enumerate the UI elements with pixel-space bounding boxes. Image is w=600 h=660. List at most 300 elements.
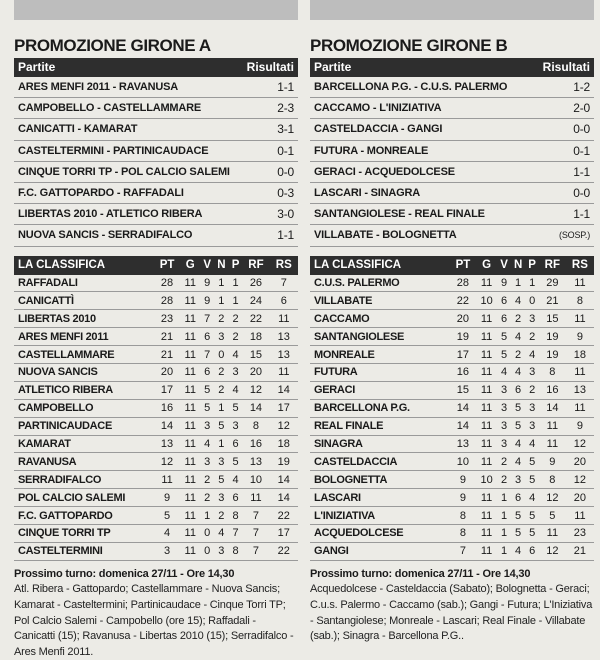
standings-pt: 15 — [450, 381, 476, 399]
standings-rs: 14 — [270, 381, 298, 399]
standings-row — [14, 471, 298, 489]
standings-team: NUOVA SANCIS — [14, 363, 154, 381]
standings-v: 1 — [497, 524, 510, 542]
standings-g: 11 — [180, 346, 200, 364]
standings-row — [310, 275, 594, 292]
standings-rs: 12 — [270, 417, 298, 435]
standings-v: 9 — [497, 275, 510, 292]
match-result: 1-1 — [277, 228, 294, 243]
standings-n: 2 — [214, 507, 229, 525]
standings-n: 4 — [511, 328, 526, 346]
standings-p: 2 — [525, 381, 538, 399]
group-a-standings-table — [14, 256, 298, 561]
standings-v: 0 — [200, 524, 214, 542]
standings-team: SANTANGIOLESE — [310, 328, 450, 346]
standings-n: 4 — [511, 453, 526, 471]
standings-n: 2 — [214, 310, 229, 328]
match-row — [310, 141, 594, 162]
standings-team: RAFFADALI — [14, 275, 154, 292]
standings-rf: 22 — [242, 310, 269, 328]
standings-team: FUTURA — [310, 363, 450, 381]
standings-row — [14, 275, 298, 292]
standings-rs: 8 — [566, 292, 594, 310]
standings-team: LASCARI — [310, 489, 450, 507]
standings-row — [14, 310, 298, 328]
standings-rf: 15 — [242, 346, 269, 364]
standings-rs: 22 — [270, 507, 298, 525]
match-result: 0-0 — [573, 186, 590, 201]
standings-team: CASTELTERMINI — [14, 542, 154, 560]
standings-rs: 12 — [566, 435, 594, 453]
standings-row — [310, 363, 594, 381]
standings-row — [310, 399, 594, 417]
standings-p: 5 — [525, 524, 538, 542]
standings-v: 3 — [200, 417, 214, 435]
standings-row — [310, 417, 594, 435]
standings-rf: 7 — [242, 507, 269, 525]
standings-team: BOLOGNETTA — [310, 471, 450, 489]
standings-v: 4 — [497, 363, 510, 381]
standings-row — [310, 489, 594, 507]
match-result: 0-1 — [277, 143, 294, 158]
standings-p: 1 — [229, 292, 243, 310]
standings-n: 2 — [511, 346, 526, 364]
standings-v: 7 — [200, 310, 214, 328]
standings-row — [310, 292, 594, 310]
standings-n: 2 — [511, 310, 526, 328]
standings-n: 4 — [511, 542, 526, 560]
standings-header-v: V — [497, 256, 510, 275]
match-teams: CASTELTERMINI - PARTINICAUDACE — [18, 144, 209, 157]
standings-p: 5 — [525, 507, 538, 525]
standings-header-v: V — [200, 256, 214, 275]
top-shade-bar — [310, 0, 594, 20]
standings-g: 10 — [476, 471, 498, 489]
standings-n: 5 — [214, 471, 229, 489]
standings-rs: 11 — [566, 310, 594, 328]
standings-rf: 10 — [242, 471, 269, 489]
standings-rf: 14 — [242, 399, 269, 417]
standings-rs: 9 — [566, 417, 594, 435]
standings-v: 1 — [497, 542, 510, 560]
standings-pt: 9 — [450, 489, 476, 507]
standings-v: 3 — [497, 435, 510, 453]
match-teams: SANTANGIOLESE - REAL FINALE — [314, 208, 485, 221]
standings-rs: 6 — [270, 292, 298, 310]
standings-row — [14, 381, 298, 399]
standings-rf: 5 — [539, 507, 566, 525]
match-row — [14, 119, 298, 140]
standings-rf: 11 — [539, 417, 566, 435]
standings-n: 1 — [214, 435, 229, 453]
standings-rf: 9 — [539, 453, 566, 471]
standings-p: 5 — [229, 453, 243, 471]
standings-n: 4 — [214, 524, 229, 542]
standings-team: VILLABATE — [310, 292, 450, 310]
standings-n: 4 — [511, 292, 526, 310]
standings-p: 8 — [229, 542, 243, 560]
match-teams: CACCAMO - L'INIZIATIVA — [314, 102, 442, 115]
standings-team: SERRADIFALCO — [14, 471, 154, 489]
match-teams: LASCARI - SINAGRA — [314, 187, 420, 200]
match-teams: F.C. GATTOPARDO - RAFFADALI — [18, 187, 184, 200]
standings-rs: 23 — [566, 524, 594, 542]
standings-rf: 16 — [242, 435, 269, 453]
standings-v: 7 — [200, 346, 214, 364]
standings-g: 11 — [180, 399, 200, 417]
standings-rs: 18 — [566, 346, 594, 364]
standings-row — [310, 328, 594, 346]
match-row — [14, 183, 298, 204]
results-header-label: Risultati — [246, 60, 294, 74]
standings-v: 1 — [497, 489, 510, 507]
standings-header-team: LA CLASSIFICA — [310, 256, 450, 275]
standings-g: 11 — [180, 310, 200, 328]
standings-n: 1 — [214, 399, 229, 417]
standings-g: 11 — [180, 524, 200, 542]
match-teams: CAMPOBELLO - CASTELLAMMARE — [18, 102, 202, 115]
standings-p: 2 — [229, 310, 243, 328]
standings-pt: 21 — [154, 328, 180, 346]
standings-rs: 11 — [270, 310, 298, 328]
group-a-next-round — [14, 567, 298, 660]
standings-p: 4 — [229, 346, 243, 364]
standings-pt: 9 — [154, 489, 180, 507]
standings-pt: 21 — [154, 346, 180, 364]
standings-pt: 4 — [154, 524, 180, 542]
standings-n: 2 — [214, 381, 229, 399]
standings-team: REAL FINALE — [310, 417, 450, 435]
standings-n: 2 — [214, 363, 229, 381]
standings-g: 11 — [180, 417, 200, 435]
standings-g: 11 — [476, 524, 498, 542]
standings-g: 11 — [180, 471, 200, 489]
match-teams: FUTURA - MONREALE — [314, 144, 429, 157]
standings-v: 3 — [200, 453, 214, 471]
matches-header-label: Partite — [314, 60, 352, 74]
match-row — [14, 204, 298, 225]
standings-p: 3 — [229, 363, 243, 381]
match-row — [14, 98, 298, 119]
standings-header-rs: RS — [566, 256, 594, 275]
standings-g: 10 — [476, 292, 498, 310]
standings-n: 3 — [214, 328, 229, 346]
standings-pt: 8 — [450, 524, 476, 542]
standings-rf: 12 — [539, 489, 566, 507]
standings-rs: 13 — [566, 381, 594, 399]
standings-g: 11 — [476, 542, 498, 560]
standings-n: 3 — [214, 453, 229, 471]
standings-rf: 24 — [242, 292, 269, 310]
standings-pt: 13 — [450, 435, 476, 453]
standings-team: MONREALE — [310, 346, 450, 364]
standings-rs: 11 — [566, 363, 594, 381]
standings-rs: 13 — [270, 346, 298, 364]
standings-row — [310, 310, 594, 328]
standings-rf: 16 — [539, 381, 566, 399]
standings-pt: 7 — [450, 542, 476, 560]
match-result: 1-1 — [573, 164, 590, 179]
standings-p: 0 — [525, 292, 538, 310]
standings-team: PARTINICAUDACE — [14, 417, 154, 435]
match-result: 1-1 — [277, 80, 294, 95]
standings-v: 0 — [200, 542, 214, 560]
standings-row — [310, 435, 594, 453]
standings-team: CAMPOBELLO — [14, 399, 154, 417]
standings-rf: 11 — [539, 435, 566, 453]
match-row — [310, 183, 594, 204]
group-a-matches-list — [14, 77, 298, 247]
standings-pt: 28 — [154, 292, 180, 310]
group-b-standings-table — [310, 256, 594, 561]
standings-header-n: N — [511, 256, 526, 275]
standings-pt: 11 — [154, 471, 180, 489]
standings-row — [310, 507, 594, 525]
standings-g: 11 — [180, 275, 200, 292]
standings-row — [310, 471, 594, 489]
match-row — [14, 225, 298, 246]
standings-header-p: P — [229, 256, 243, 275]
match-teams: CASTELDACCIA - GANGI — [314, 123, 443, 136]
standings-rs: 11 — [566, 399, 594, 417]
standings-g: 11 — [180, 328, 200, 346]
standings-n: 1 — [214, 292, 229, 310]
standings-row — [14, 489, 298, 507]
standings-g: 11 — [180, 381, 200, 399]
match-teams: CINQUE TORRI TP - POL CALCIO SALEMI — [18, 165, 230, 178]
standings-v: 1 — [497, 507, 510, 525]
standings-v: 3 — [497, 381, 510, 399]
standings-g: 11 — [180, 542, 200, 560]
results-header-label: Risultati — [542, 60, 590, 74]
match-result: 2-0 — [573, 101, 590, 116]
standings-g: 11 — [476, 363, 498, 381]
standings-header-pt: PT — [450, 256, 476, 275]
standings-rs: 11 — [270, 363, 298, 381]
standings-header-row — [310, 256, 594, 275]
next-round-title: Prossimo turno: domenica 27/11 - Ore 14,30 — [310, 567, 531, 580]
standings-rf: 19 — [539, 346, 566, 364]
standings-row — [310, 453, 594, 471]
standings-pt: 10 — [450, 453, 476, 471]
standings-v: 2 — [200, 489, 214, 507]
standings-n: 1 — [511, 275, 526, 292]
standings-g: 11 — [180, 363, 200, 381]
standings-rf: 8 — [539, 363, 566, 381]
standings-g: 11 — [476, 310, 498, 328]
match-teams: LIBERTAS 2010 - ATLETICO RIBERA — [18, 208, 203, 221]
match-result: 0-3 — [277, 186, 294, 201]
standings-pt: 13 — [154, 435, 180, 453]
standings-v: 6 — [200, 328, 214, 346]
standings-p: 5 — [525, 471, 538, 489]
standings-pt: 20 — [154, 363, 180, 381]
standings-p: 6 — [229, 489, 243, 507]
standings-v: 3 — [497, 417, 510, 435]
standings-header-g: G — [476, 256, 498, 275]
standings-rf: 7 — [242, 542, 269, 560]
standings-g: 11 — [476, 417, 498, 435]
standings-v: 5 — [497, 328, 510, 346]
standings-v: 4 — [200, 435, 214, 453]
standings-rf: 13 — [242, 453, 269, 471]
standings-v: 5 — [200, 381, 214, 399]
standings-g: 11 — [180, 435, 200, 453]
standings-team: RAVANUSA — [14, 453, 154, 471]
standings-header-g: G — [180, 256, 200, 275]
standings-row — [14, 292, 298, 310]
standings-rf: 12 — [539, 542, 566, 560]
standings-p: 6 — [229, 435, 243, 453]
standings-n: 5 — [511, 507, 526, 525]
group-b-matches-list — [310, 77, 594, 247]
standings-header-n: N — [214, 256, 229, 275]
standings-team: ACQUEDOLCESE — [310, 524, 450, 542]
standings-p: 3 — [525, 399, 538, 417]
standings-n: 1 — [214, 275, 229, 292]
standings-team: ATLETICO RIBERA — [14, 381, 154, 399]
standings-pt: 5 — [154, 507, 180, 525]
standings-v: 9 — [200, 275, 214, 292]
standings-team: SINAGRA — [310, 435, 450, 453]
match-row — [14, 141, 298, 162]
standings-rf: 19 — [539, 328, 566, 346]
standings-rs: 9 — [566, 328, 594, 346]
standings-team: CASTELDACCIA — [310, 453, 450, 471]
standings-p: 2 — [525, 328, 538, 346]
standings-p: 8 — [229, 507, 243, 525]
standings-n: 4 — [511, 363, 526, 381]
standings-rs: 20 — [566, 453, 594, 471]
standings-g: 11 — [476, 346, 498, 364]
match-result: 1-2 — [573, 80, 590, 95]
standings-team: C.U.S. PALERMO — [310, 275, 450, 292]
group-a-matches-header — [14, 58, 298, 77]
match-result: (SOSP.) — [559, 230, 590, 241]
next-round-title: Prossimo turno: domenica 27/11 - Ore 14,30 — [14, 567, 235, 580]
standings-v: 2 — [497, 471, 510, 489]
match-result: 3-0 — [277, 207, 294, 222]
match-row — [310, 119, 594, 140]
standings-p: 6 — [525, 542, 538, 560]
standings-g: 11 — [476, 381, 498, 399]
standings-n: 4 — [511, 435, 526, 453]
match-teams: BARCELLONA P.G. - C.U.S. PALERMO — [314, 81, 508, 94]
standings-n: 5 — [511, 399, 526, 417]
standings-rs: 11 — [566, 507, 594, 525]
match-teams: NUOVA SANCIS - SERRADIFALCO — [18, 229, 193, 242]
standings-p: 3 — [525, 310, 538, 328]
standings-team: BARCELLONA P.G. — [310, 399, 450, 417]
match-teams: GERACI - ACQUEDOLCESE — [314, 165, 455, 178]
standings-v: 9 — [200, 292, 214, 310]
standings-v: 2 — [497, 453, 510, 471]
match-result: 3-1 — [277, 122, 294, 137]
standings-g: 11 — [476, 489, 498, 507]
standings-g: 11 — [180, 489, 200, 507]
standings-row — [14, 507, 298, 525]
standings-pt: 28 — [154, 275, 180, 292]
match-row — [310, 77, 594, 98]
standings-g: 11 — [476, 328, 498, 346]
standings-g: 11 — [476, 399, 498, 417]
standings-team: GERACI — [310, 381, 450, 399]
standings-pt: 17 — [450, 346, 476, 364]
match-row — [14, 77, 298, 98]
next-round-fixtures: Acquedolcese - Casteldaccia (Sabato); Bolognetta - Geraci; C.u.s. Palermo - Caccamo (sab.); Gangi - Futura; L'Iniziativa - Santangiolese; Monreale - Lascari; Real Finale - Villabate (sab.); Sinagra - Barcellona P.G.. — [310, 583, 593, 643]
standings-g: 11 — [180, 292, 200, 310]
standings-rf: 14 — [539, 399, 566, 417]
standings-p: 3 — [229, 417, 243, 435]
standings-rs: 22 — [270, 542, 298, 560]
standings-pt: 14 — [154, 417, 180, 435]
group-b-title: PROMOZIONE GIRONE B — [310, 36, 508, 55]
standings-header-rf: RF — [539, 256, 566, 275]
standings-v: 1 — [200, 507, 214, 525]
match-row — [310, 225, 594, 246]
standings-team: ARES MENFI 2011 — [14, 328, 154, 346]
standings-team: POL CALCIO SALEMI — [14, 489, 154, 507]
standings-rs: 7 — [270, 275, 298, 292]
standings-rf: 8 — [539, 471, 566, 489]
match-row — [310, 162, 594, 183]
standings-row — [14, 363, 298, 381]
standings-row — [14, 542, 298, 560]
match-result: 0-0 — [573, 122, 590, 137]
standings-pt: 9 — [450, 471, 476, 489]
standings-team: CACCAMO — [310, 310, 450, 328]
standings-rf: 7 — [242, 524, 269, 542]
standings-team: CANICATTÌ — [14, 292, 154, 310]
standings-header-rf: RF — [242, 256, 269, 275]
standings-p: 1 — [525, 275, 538, 292]
standings-v: 5 — [200, 399, 214, 417]
standings-pt: 3 — [154, 542, 180, 560]
standings-rf: 11 — [539, 524, 566, 542]
standings-row — [310, 381, 594, 399]
match-teams: ARES MENFI 2011 - RAVANUSA — [18, 81, 179, 94]
standings-rf: 15 — [539, 310, 566, 328]
standings-team: CASTELLAMMARE — [14, 346, 154, 364]
standings-p: 4 — [229, 381, 243, 399]
standings-n: 0 — [214, 346, 229, 364]
standings-row — [14, 435, 298, 453]
standings-header-team: LA CLASSIFICA — [14, 256, 154, 275]
standings-p: 4 — [525, 489, 538, 507]
standings-pt: 16 — [154, 399, 180, 417]
standings-g: 11 — [476, 453, 498, 471]
standings-n: 6 — [511, 489, 526, 507]
match-teams: CANICATTI - KAMARAT — [18, 123, 138, 136]
standings-n: 5 — [511, 417, 526, 435]
group-a-title: PROMOZIONE GIRONE A — [14, 36, 211, 55]
standings-rs: 14 — [270, 489, 298, 507]
standings-n: 5 — [511, 524, 526, 542]
standings-n: 6 — [511, 381, 526, 399]
standings-g: 11 — [180, 507, 200, 525]
standings-p: 4 — [525, 346, 538, 364]
standings-n: 3 — [511, 471, 526, 489]
match-row — [310, 204, 594, 225]
standings-team: L'INIZIATIVA — [310, 507, 450, 525]
standings-n: 3 — [214, 542, 229, 560]
standings-pt: 28 — [450, 275, 476, 292]
standings-header-p: P — [525, 256, 538, 275]
matches-header-label: Partite — [18, 60, 56, 74]
standings-header-row — [14, 256, 298, 275]
standings-rs: 18 — [270, 435, 298, 453]
match-teams: VILLABATE - BOLOGNETTA — [314, 229, 457, 242]
